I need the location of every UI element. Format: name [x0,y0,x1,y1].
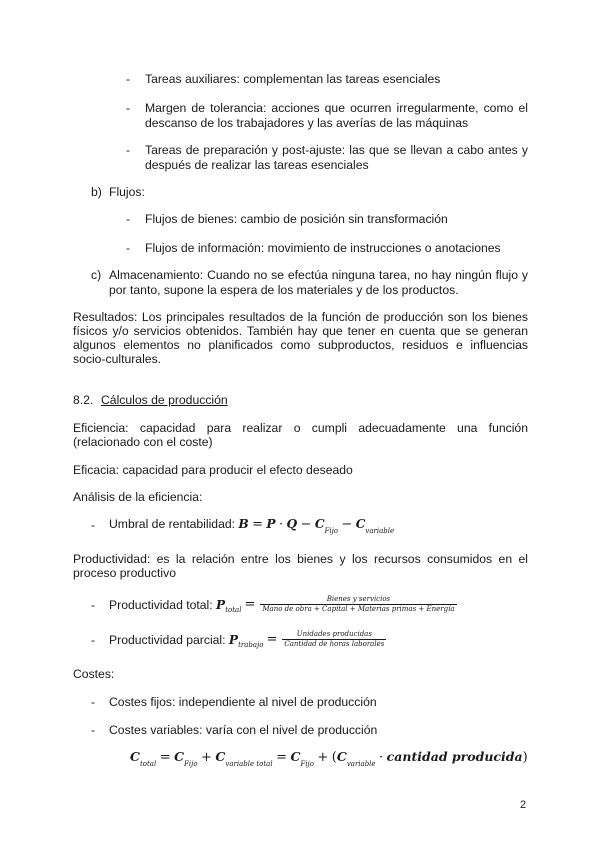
fraction-denominator: Mano de obra + Capital + Materias primas + Energía [262,604,455,613]
paragraph-line: Eficiencia: capacidad para realizar o cumpli adecuadamente una función [73,421,528,435]
section-title: Cálculos de producción [101,393,228,407]
math-var: C [336,749,347,764]
umbral-label: Umbral de rentabilidad: [109,517,236,531]
math-op: − [300,517,312,532]
fraction [282,630,386,649]
math-subscript: variable [365,527,395,535]
math-var: C [290,749,301,764]
math-var: C [314,517,325,531]
list-item-text: Flujos de información: movimiento de instrucciones o anotaciones [145,241,501,255]
list-marker: - [91,598,96,612]
prod-total-line [109,592,459,618]
list-item-text: Tareas auxiliares: complementan las tareas esenciales [145,72,441,86]
math-var: C [174,749,185,764]
flujos-title: Flujos: [109,185,145,199]
paragraph-line: Almacenamiento: Cuando no se efectúa ninguna tarea, no hay ningún flujo y [109,268,528,282]
eficacia-paragraph: Eficacia: capacidad para producir el efecto deseado [73,463,353,477]
math-var: cantidad producida [386,749,523,764]
paragraph-line: Resultados: Los principales resultados de la función de producción son los bienes [73,310,528,324]
paragraph-line: Productividad: es la relación entre los bienes y los recursos consumidos en el [73,552,528,566]
math-op: = [252,517,264,532]
paragraph-line: proceso productivo [73,566,176,580]
paragraph-line: físicos y/o servicios obtenidos. También hay que tener en cuenta que se generan [73,324,528,338]
math-var: B [238,517,249,531]
umbral-line [109,517,394,533]
list-marker: - [91,518,96,532]
list-item-line: Margen de tolerancia: acciones que ocurren irregularmente, como el [145,101,528,115]
fraction-denominator: Cantidad de horas laborales [284,639,385,648]
analisis-heading: Análisis de la eficiencia: [73,490,203,504]
math-var: P [228,633,239,647]
math-var: P [216,598,226,612]
list-item-text: Costes variables: varía con el nivel de producción [109,723,378,737]
fraction-numerator: Unidades producidas [296,629,372,638]
paragraph-line: socio-culturales. [73,352,162,366]
math-op: + [317,750,329,765]
math-op: = [159,750,171,765]
prod-parcial-line [109,627,388,653]
math-var: P [266,517,276,531]
math-op: · [379,750,384,765]
math-subscript: Fijo [300,760,314,768]
math-subscript: variable total [225,760,273,768]
list-item-line: después de realizar las tareas esenciales [145,158,369,172]
math-var: C [355,517,366,531]
costes-title: Costes: [73,667,115,681]
list-item-line: descanso de los trabajadores y las averías de las máquinas [145,116,469,130]
math-op: = [244,597,256,612]
prod-parcial-label: Productividad parcial: [109,633,226,647]
math-var: C [130,749,140,764]
list-marker: - [126,101,131,115]
math-var: Q [286,517,298,531]
math-subscript: trabajo [238,641,264,649]
fraction-numerator: Bienes y servicios [326,594,391,603]
list-item-text: Flujos de bienes: cambio de posición sin transformación [145,212,448,226]
math-op: = [276,750,287,765]
list-marker: - [126,143,131,157]
math-op: = [266,632,278,647]
list-item-line: Tareas de preparación y post-ajuste: las que se llevan a cabo antes y [145,143,528,157]
math-subscript: Fijo [324,527,338,535]
paragraph-line: (relacionado con el coste) [73,435,213,449]
list-marker: b) [91,185,102,199]
math-op: − [341,517,353,532]
math-op: + [201,750,212,765]
list-item-text: Costes fijos: independiente al nivel de producción [109,695,377,709]
fraction [260,595,456,614]
list-marker: - [126,212,131,226]
list-marker: - [91,633,96,647]
math-subscript: total [225,606,242,614]
paragraph-line: por tanto, supone la espera de los materiales y de los productos. [109,283,459,297]
formula-costes [130,750,528,766]
list-marker: - [126,72,131,86]
prod-total-label: Productividad total: [109,598,213,612]
math-subscript: Fijo [184,760,198,768]
math-paren: ) [522,750,528,765]
math-var: C [215,749,226,764]
section-number: 8.2. [73,393,94,407]
math-subscript: total [139,760,157,768]
list-marker: - [91,723,96,737]
list-marker: c) [91,268,102,282]
list-marker: - [91,695,96,709]
math-paren: ( [331,750,337,765]
list-marker: - [126,241,131,255]
math-op: · [278,517,284,532]
math-subscript: variable [346,760,376,768]
page-number: 2 [520,799,527,811]
paragraph-line: algunos elementos no planificados como subproductos, residuos e influencias [73,338,528,352]
